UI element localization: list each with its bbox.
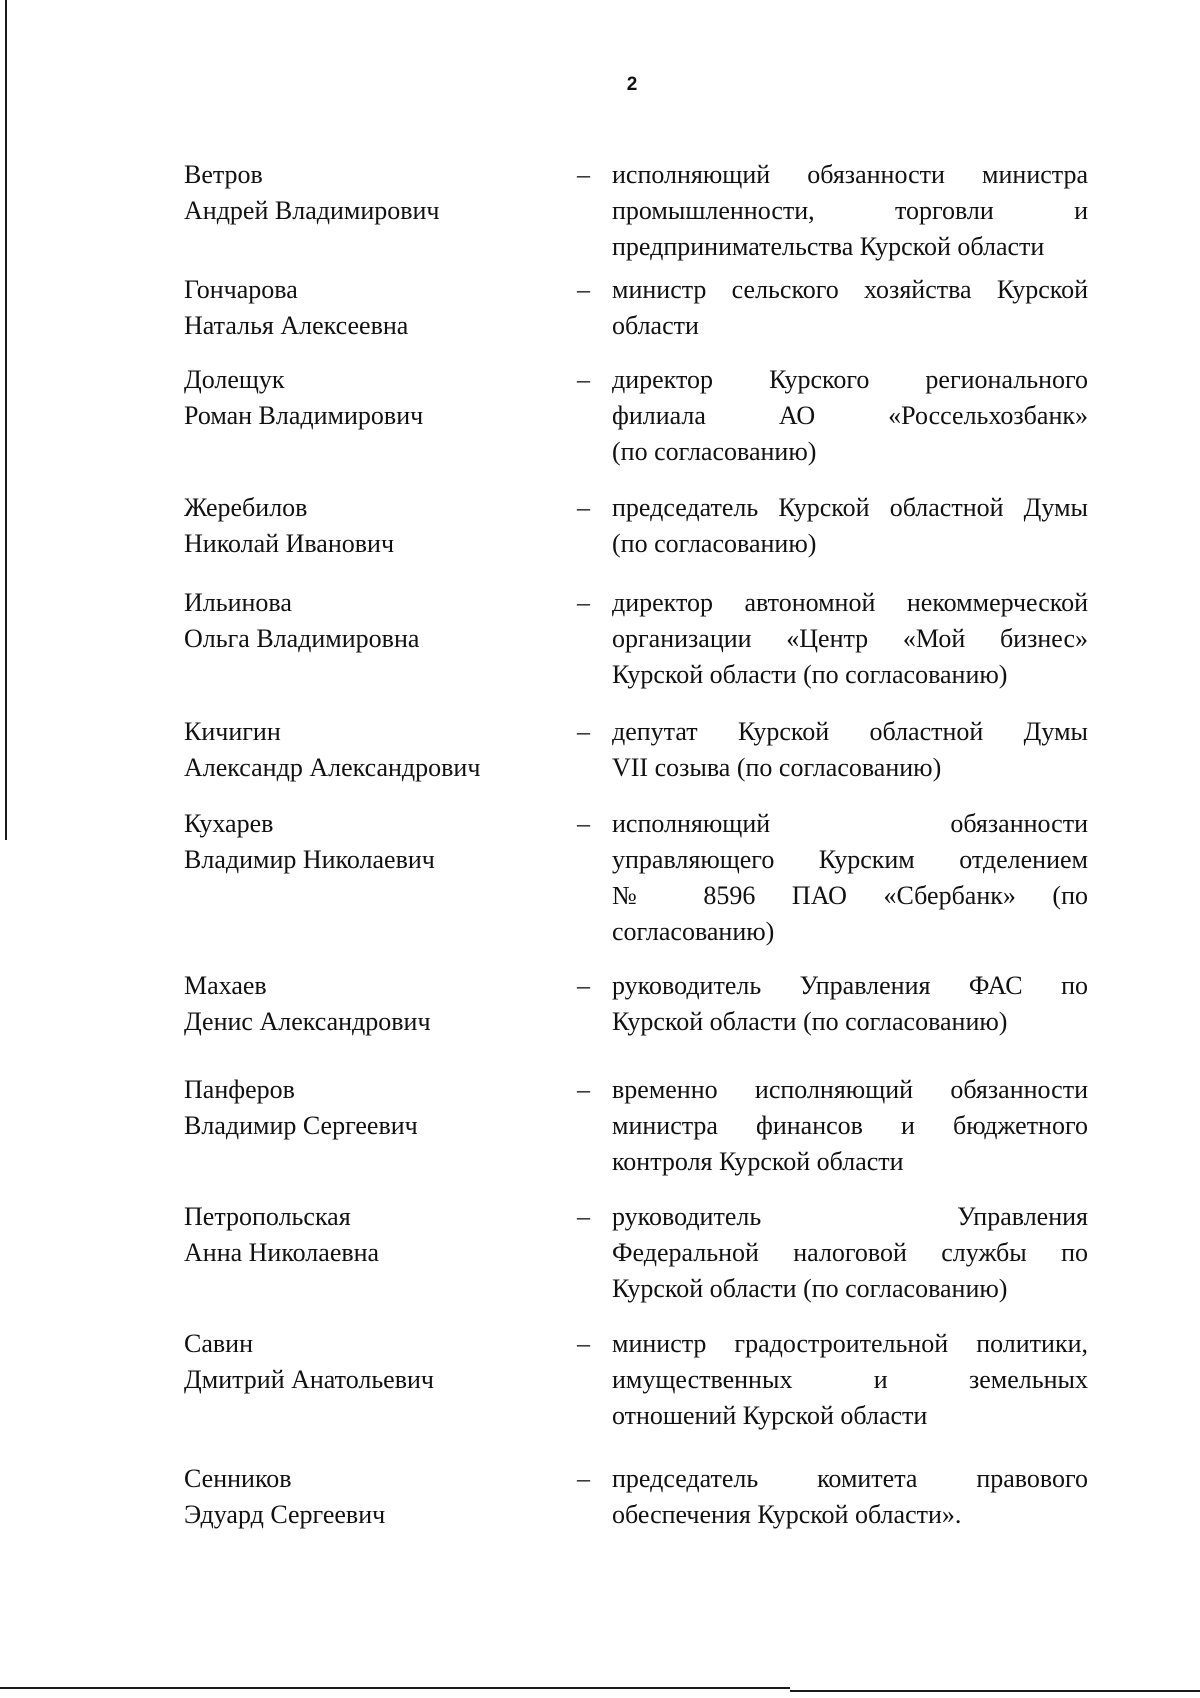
member-given-names: Дмитрий Анатольевич bbox=[184, 1365, 434, 1394]
member-position bbox=[612, 806, 1088, 950]
dash-separator: – bbox=[577, 1075, 590, 1104]
member-name bbox=[184, 968, 544, 1040]
dash-separator: – bbox=[577, 365, 590, 394]
dash-separator: – bbox=[577, 1202, 590, 1231]
position-line: отношений Курской области bbox=[612, 1401, 928, 1430]
member-surname: Сенников bbox=[184, 1464, 292, 1493]
member-given-names: Владимир Сергеевич bbox=[184, 1111, 418, 1140]
position-line: предпринимательства Курской области bbox=[612, 232, 1045, 261]
position-line: министр градостроительной политики, bbox=[612, 1329, 1088, 1358]
dash-separator: – bbox=[577, 588, 590, 617]
position-line: Федеральной налоговой службы по bbox=[612, 1238, 1088, 1267]
member-position bbox=[612, 362, 1088, 470]
member-given-names: Александр Александрович bbox=[184, 753, 481, 782]
member-given-names: Анна Николаевна bbox=[184, 1238, 380, 1267]
dash-separator: – bbox=[577, 971, 590, 1000]
dash-separator: – bbox=[577, 160, 590, 189]
member-position bbox=[612, 1072, 1088, 1180]
member-surname: Панферов bbox=[184, 1075, 295, 1104]
position-line: временно исполняющий обязанности bbox=[612, 1075, 1088, 1104]
dash-separator: – bbox=[577, 275, 590, 304]
member-name bbox=[184, 272, 544, 344]
page-number: 2 bbox=[626, 74, 638, 95]
position-line: обеспечения Курской области». bbox=[612, 1500, 962, 1529]
position-line: (по согласованию) bbox=[612, 437, 817, 466]
member-given-names: Эдуард Сергеевич bbox=[184, 1500, 386, 1529]
member-position bbox=[612, 1326, 1088, 1434]
position-line: председатель комитета правового bbox=[612, 1464, 1088, 1493]
member-given-names: Николай Иванович bbox=[184, 529, 395, 558]
member-position bbox=[612, 1199, 1088, 1307]
member-given-names: Денис Александрович bbox=[184, 1007, 431, 1036]
dash-separator: – bbox=[577, 809, 590, 838]
member-name bbox=[184, 362, 544, 434]
member-name bbox=[184, 1072, 544, 1144]
member-given-names: Владимир Николаевич bbox=[184, 845, 435, 874]
member-name bbox=[184, 585, 544, 657]
position-line: согласованию) bbox=[612, 917, 775, 946]
position-line: контроля Курской области bbox=[612, 1147, 904, 1176]
member-position bbox=[612, 714, 1088, 786]
position-line: директор автономной некоммерческой bbox=[612, 588, 1088, 617]
member-position bbox=[612, 490, 1088, 562]
dash-separator: – bbox=[577, 1464, 590, 1493]
member-name bbox=[184, 1461, 544, 1533]
member-given-names: Андрей Владимирович bbox=[184, 196, 440, 225]
position-line: управляющего Курским отделением bbox=[612, 845, 1088, 874]
member-name bbox=[184, 157, 544, 229]
position-line: Курской области (по согласованию) bbox=[612, 1007, 1008, 1036]
member-name bbox=[184, 714, 544, 786]
member-name bbox=[184, 490, 544, 562]
position-line: директор Курского регионального bbox=[612, 365, 1088, 394]
member-surname: Савин bbox=[184, 1329, 253, 1358]
position-line: министра финансов и бюджетного bbox=[612, 1111, 1088, 1140]
position-line: № 8596 ПАО «Сбербанк» (по bbox=[612, 881, 1088, 910]
dash-separator: – bbox=[577, 1329, 590, 1358]
member-given-names: Ольга Владимировна bbox=[184, 624, 420, 653]
member-surname: Петропольская bbox=[184, 1202, 351, 1231]
member-position bbox=[612, 157, 1088, 265]
member-surname: Жеребилов bbox=[184, 493, 308, 522]
position-line: исполняющий обязанности bbox=[612, 809, 1088, 838]
member-name bbox=[184, 1199, 544, 1271]
member-surname: Гончарова bbox=[184, 275, 298, 304]
member-name bbox=[184, 806, 544, 878]
member-given-names: Наталья Алексеевна bbox=[184, 311, 409, 340]
position-line: имущественных и земельных bbox=[612, 1365, 1088, 1394]
dash-separator: – bbox=[577, 493, 590, 522]
position-line: VII созыва (по согласованию) bbox=[612, 753, 942, 782]
position-line: исполняющий обязанности министра bbox=[612, 160, 1088, 189]
position-line: руководитель Управления ФАС по bbox=[612, 971, 1088, 1000]
member-given-names: Роман Владимирович bbox=[184, 401, 424, 430]
member-surname: Долещук bbox=[184, 365, 285, 394]
member-surname: Ветров bbox=[184, 160, 263, 189]
position-line: председатель Курской областной Думы bbox=[612, 493, 1088, 522]
member-position bbox=[612, 585, 1088, 693]
member-surname: Махаев bbox=[184, 971, 267, 1000]
position-line: промышленности, торговли и bbox=[612, 196, 1088, 225]
position-line: организации «Центр «Мой бизнес» bbox=[612, 624, 1088, 653]
member-surname: Ильинова bbox=[184, 588, 292, 617]
dash-separator: – bbox=[577, 717, 590, 746]
member-surname: Кухарев bbox=[184, 809, 274, 838]
position-line: депутат Курской областной Думы bbox=[612, 717, 1088, 746]
member-surname: Кичигин bbox=[184, 717, 281, 746]
position-line: Курской области (по согласованию) bbox=[612, 1274, 1008, 1303]
member-position bbox=[612, 272, 1088, 344]
position-line: руководитель Управления bbox=[612, 1202, 1088, 1231]
position-line: министр сельского хозяйства Курской bbox=[612, 275, 1088, 304]
position-line: области bbox=[612, 311, 699, 340]
position-line: Курской области (по согласованию) bbox=[612, 660, 1008, 689]
position-line: филиала АО «Россельхозбанк» bbox=[612, 401, 1088, 430]
position-line: (по согласованию) bbox=[612, 529, 817, 558]
member-name bbox=[184, 1326, 544, 1398]
member-position bbox=[612, 1461, 1088, 1533]
member-position bbox=[612, 968, 1088, 1040]
